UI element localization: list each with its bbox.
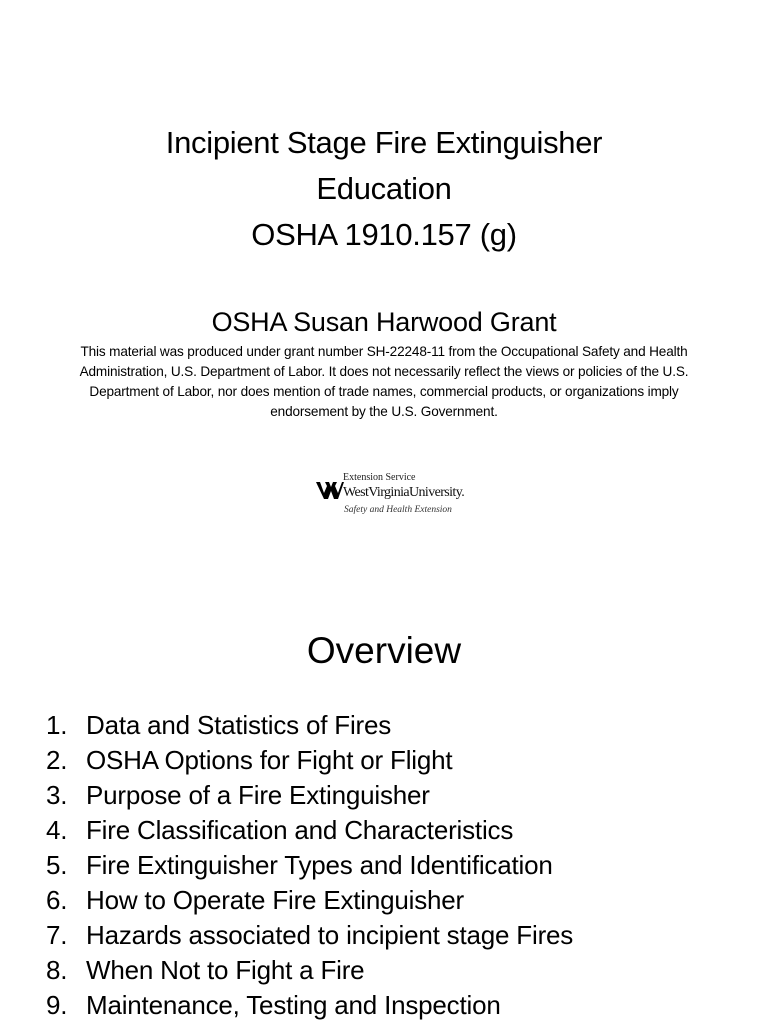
list-item-text: Maintenance, Testing and Inspection	[86, 990, 501, 1020]
list-item-text: How to Operate Fire Extinguisher	[86, 885, 464, 915]
wv-logo-icon	[316, 480, 344, 500]
list-item-text: Hazards associated to incipient stage Fires	[86, 920, 574, 950]
list-item-number: 6.	[46, 885, 68, 915]
list-item-text: Data and Statistics of Fires	[86, 710, 392, 740]
list-item	[46, 708, 746, 743]
overview-title: Overview	[306, 630, 462, 671]
list-item-number: 5.	[46, 850, 68, 880]
slide-title	[0, 120, 768, 258]
list-item-text: OSHA Options for Fight or Flight	[86, 745, 453, 775]
list-item-text: Fire Classification and Characteristics	[86, 815, 514, 845]
list-item-number: 7.	[46, 920, 68, 950]
list-item	[46, 848, 746, 883]
list-item-text: Fire Extinguisher Types and Identification	[86, 850, 553, 880]
title-line: OSHA 1910.157 (g)	[251, 217, 517, 252]
list-item-number: 1.	[46, 710, 68, 740]
logo-service-text: Extension Service	[343, 472, 416, 483]
logo-tagline: Safety and Health Extension	[344, 505, 452, 515]
list-item-text: Purpose of a Fire Extinguisher	[86, 780, 430, 810]
list-item-number: 4.	[46, 815, 68, 845]
list-item	[46, 778, 746, 813]
list-item	[46, 988, 746, 1023]
list-item	[46, 883, 746, 918]
title-line: Incipient Stage Fire Extinguisher	[165, 125, 603, 160]
list-item-number: 9.	[46, 990, 68, 1020]
list-item-number: 3.	[46, 780, 68, 810]
list-item-text: When Not to Fight a Fire	[86, 955, 365, 985]
logo-university-name: WestVirginiaUniversity.	[343, 485, 465, 500]
overview-slide	[0, 575, 768, 1024]
overview-list	[46, 708, 746, 1023]
list-item	[46, 813, 746, 848]
title-line: Education	[316, 171, 452, 206]
list-item	[46, 953, 746, 988]
wvu-extension-logo	[316, 472, 476, 520]
list-item	[46, 743, 746, 778]
list-item-number: 2.	[46, 745, 68, 775]
grant-disclaimer: This material was produced under grant number SH-22248-11 from the Occupational Safety and Health Administration, U.S. Department of Labor. It does not necessarily reflect the views or policies of the U.S. Department of Labor, nor does mention of trade names, commercial products, or organizations imply endorsement by the U.S. Government.	[79, 344, 689, 419]
list-item	[46, 918, 746, 953]
grant-subtitle: OSHA Susan Harwood Grant	[211, 307, 557, 337]
list-item-number: 8.	[46, 955, 68, 985]
